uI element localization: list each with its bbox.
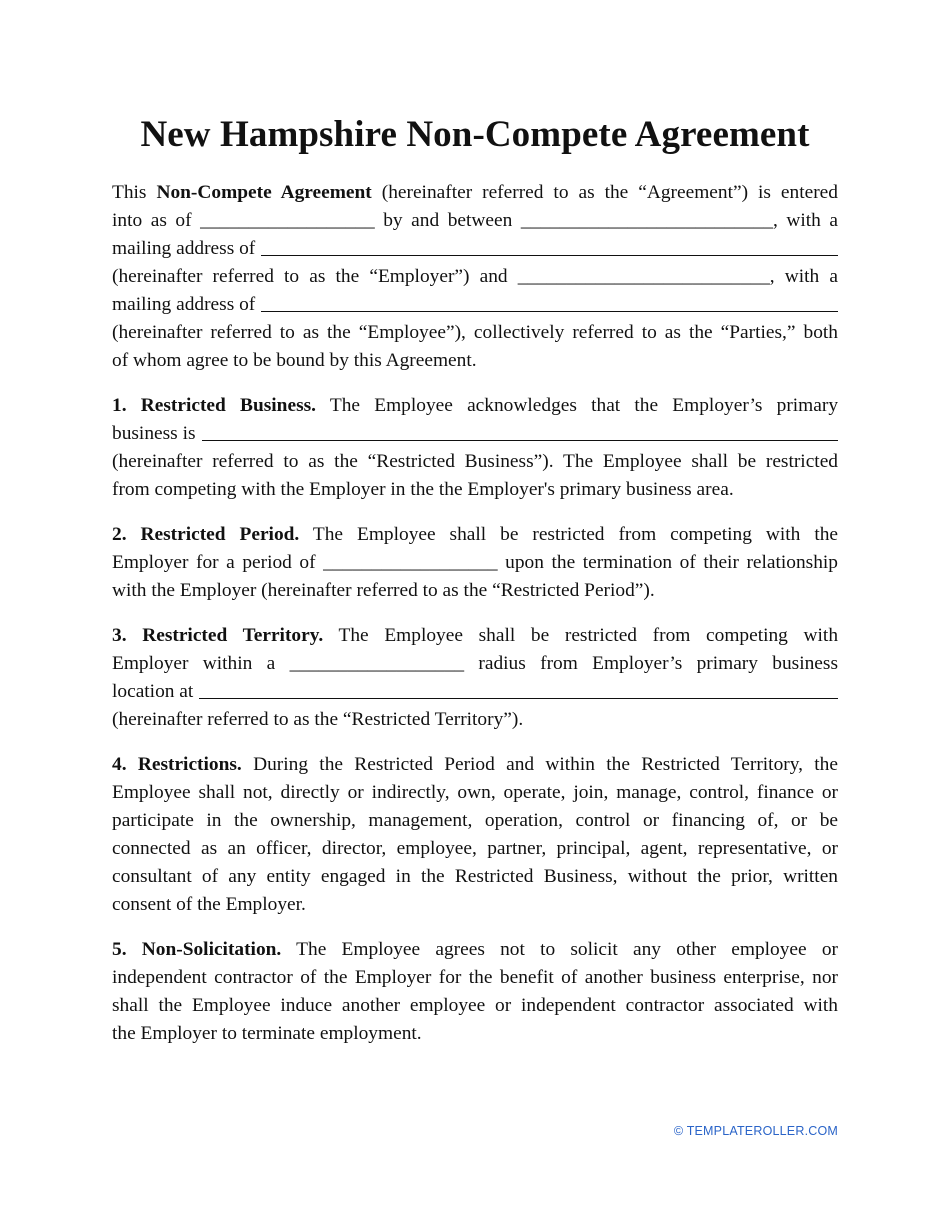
copyright-icon: © <box>673 1124 684 1138</box>
section-4-line-3: participate in the ownership, management, operation, control or financing of, or be <box>112 810 838 831</box>
employer-address-line: mailing address of <box>112 235 838 263</box>
footer-credit[interactable] <box>674 1124 838 1138</box>
section-2-line-1: 2. Restricted Period. The Employee shall be restricted from competing with the <box>112 524 839 545</box>
section-1-line-1: 1. Restricted Business. The Employee acknowledges that the Employer’s primary <box>112 395 839 416</box>
location-line: location at <box>112 678 838 706</box>
section-2-heading: 2. Restricted Period. <box>112 524 300 545</box>
section-non-solicitation <box>112 936 838 1048</box>
section-4-heading: 4. Restrictions. <box>112 754 242 775</box>
section-5-line-3: shall the Employee induce another employee or independent contractor associated with <box>112 995 838 1016</box>
section-restricted-business <box>112 392 838 504</box>
section-5-heading: 5. Non-Solicitation. <box>112 939 282 960</box>
section-1-heading: 1. Restricted Business. <box>112 395 317 416</box>
intro-line-6: (hereinafter referred to as the “Employee”), collectively referred to as the “Parties,” both <box>112 322 838 343</box>
section-restrictions <box>112 751 838 919</box>
intro-line-2: into as of __________________ by and between __________________________, with a <box>112 210 838 231</box>
intro-line-1: This Non-Compete Agreement (hereinafter referred to as the “Agreement”) is entered <box>112 182 838 203</box>
section-3-line-4: (hereinafter referred to as the “Restricted Territory”). <box>112 709 524 730</box>
section-4-line-1: 4. Restrictions. During the Restricted Period and within the Restricted Territory, the <box>112 754 838 775</box>
section-3-heading: 3. Restricted Territory. <box>112 625 324 646</box>
intro-line-7: of whom agree to be bound by this Agreement. <box>112 350 477 371</box>
section-2-line-3: with the Employer (hereinafter referred to as the “Restricted Period”). <box>112 580 655 601</box>
section-4-line-2: Employee shall not, directly or indirectly, own, operate, join, manage, control, finance or <box>112 782 838 803</box>
location-blank[interactable] <box>199 698 838 699</box>
section-4-line-4: connected as an officer, director, employee, partner, principal, agent, representative, or <box>112 838 838 859</box>
agreement-body <box>112 179 838 1065</box>
section-1-line-3: (hereinafter referred to as the “Restricted Business”). The Employee shall be restricted <box>112 451 838 472</box>
employee-address-line: mailing address of <box>112 291 838 319</box>
section-1-line-4: from competing with the Employer in the the Employer's primary business area. <box>112 479 734 500</box>
section-5-line-4: the Employer to terminate employment. <box>112 1023 422 1044</box>
employer-address-blank[interactable] <box>261 255 838 256</box>
intro-line-4: (hereinafter referred to as the “Employer”) and __________________________, with a <box>112 266 838 287</box>
section-3-line-1: 3. Restricted Territory. The Employee shall be restricted from competing with <box>112 625 839 646</box>
employee-address-blank[interactable] <box>261 311 838 312</box>
page-title: New Hampshire Non-Compete Agreement <box>140 114 810 155</box>
section-3-line-2: Employer within a __________________ radius from Employer’s primary business <box>112 653 838 674</box>
section-restricted-period <box>112 521 838 605</box>
intro-paragraph <box>112 179 838 375</box>
agreement-name: Non-Compete Agreement <box>156 182 372 203</box>
business-line: business is <box>112 420 838 448</box>
section-4-line-5: consultant of any entity engaged in the Restricted Business, without the prior, written <box>112 866 838 887</box>
section-4-line-6: consent of the Employer. <box>112 894 306 915</box>
footer-site-link[interactable]: TEMPLATEROLLER.COM <box>686 1124 838 1138</box>
section-5-line-2: independent contractor of the Employer for the benefit of another business enterprise, nor <box>112 967 838 988</box>
section-2-line-2: Employer for a period of __________________ upon the termination of their relationship <box>112 552 838 573</box>
business-blank[interactable] <box>202 440 839 441</box>
section-restricted-territory <box>112 622 838 734</box>
section-5-line-1: 5. Non-Solicitation. The Employee agrees not to solicit any other employee or <box>112 939 838 960</box>
